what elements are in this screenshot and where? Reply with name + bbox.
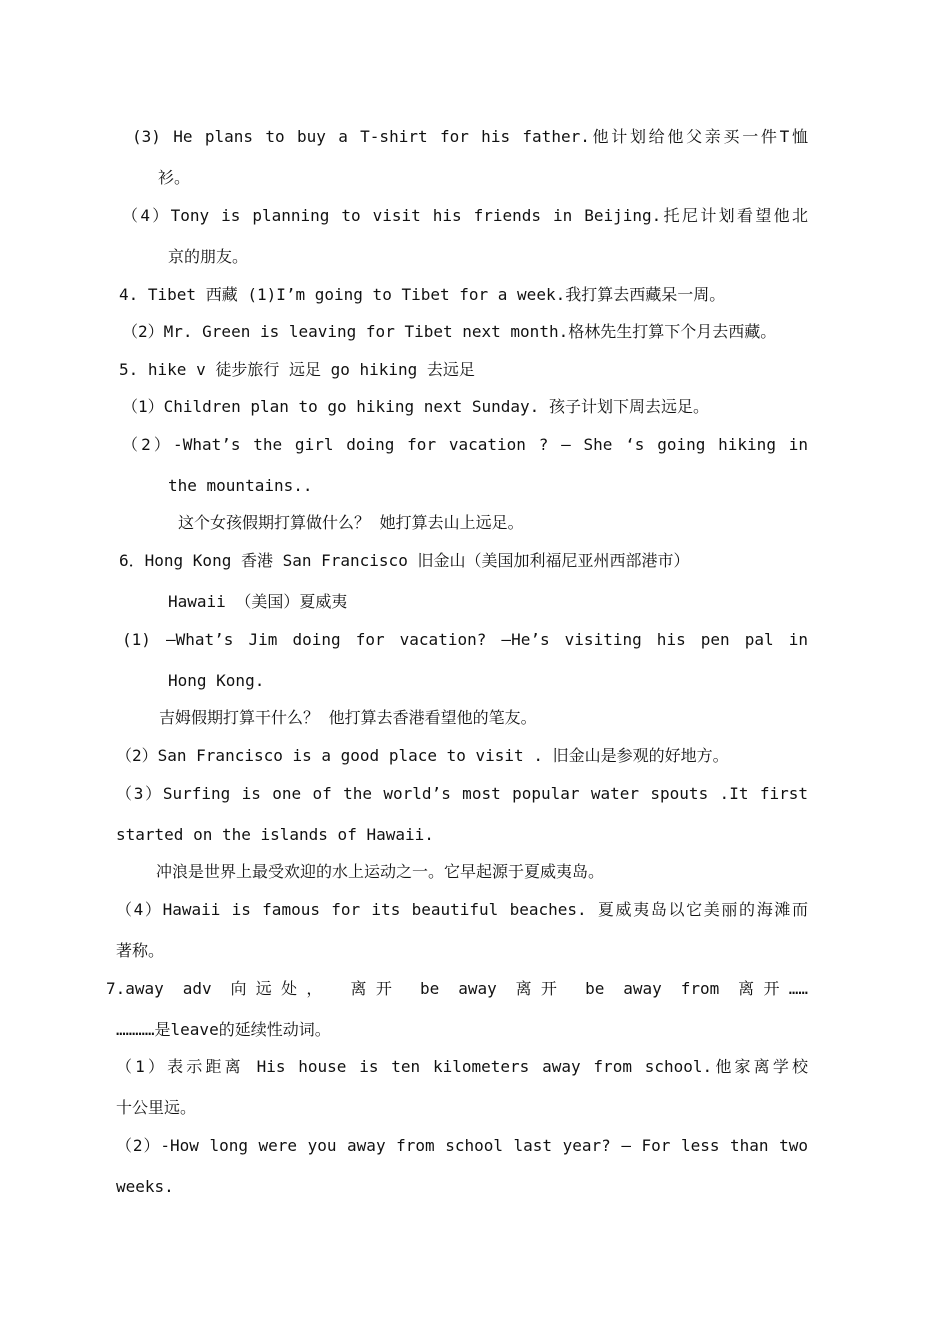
text-line: 吉姆假期打算干什么？ 他打算去香港看望他的笔友。 <box>159 708 537 727</box>
text-line: 5. hike v 徒步旅行 远足 go hiking 去远足 <box>119 360 475 379</box>
text-line: 4. Tibet 西藏 (1)I’m going to Tibet for a week.我打算去西藏呆一周。 <box>119 285 726 304</box>
text-line: （2）San Francisco is a good place to visit . 旧金山是参观的好地方。 <box>116 746 729 765</box>
text-line: （4）Tony is planning to visit his friends in Beijing.托尼计划看望他北 <box>122 206 808 225</box>
text-line: 6．Hong Kong 香港 San Francisco 旧金山（美国加利福尼亚州西部港市） <box>119 551 690 570</box>
text-line: 这个女孩假期打算做什么？ 她打算去山上远足。 <box>178 513 524 532</box>
text-line: （2）Mr. Green is leaving for Tibet next month.格林先生打算下个月去西藏。 <box>122 322 777 341</box>
text-line: （4）Hawaii is famous for its beautiful beaches. 夏威夷岛以它美丽的海滩而 <box>116 900 808 919</box>
text-line: 著称。 <box>116 941 165 960</box>
text-line: weeks. <box>116 1177 174 1196</box>
text-line: （1）Children plan to go hiking next Sunday. 孩子计划下周去远足。 <box>122 397 709 416</box>
text-line: …………是leave的延续性动词。 <box>116 1020 331 1039</box>
text-line: the mountains.. <box>168 476 313 495</box>
text-line: （1）表示距离 His house is ten kilometers away from school.他家离学校 <box>116 1057 808 1076</box>
text-line: 7.away adv 向远处， 离开 be away 离开 be away from 离开…… <box>106 979 808 998</box>
text-line: （2）-How long were you away from school last year? – For less than two <box>116 1136 808 1155</box>
text-line: (3) He plans to buy a T-shirt for his father.他计划给他父亲买一件T恤 <box>132 127 808 146</box>
text-line: started on the islands of Hawaii. <box>116 825 434 844</box>
text-line: 十公里远。 <box>116 1098 197 1117</box>
text-line: 衫。 <box>158 168 191 187</box>
text-line: Hong Kong. <box>168 671 265 690</box>
text-line: 冲浪是世界上最受欢迎的水上运动之一。它早起源于夏威夷岛。 <box>156 862 605 881</box>
text-line: 京的朋友。 <box>168 247 249 266</box>
text-line: Hawaii （美国）夏威夷 <box>168 592 348 611</box>
text-line: （2）-What’s the girl doing for vacation ? – She ‘s going hiking in <box>122 435 808 454</box>
text-line: (1) –What’s Jim doing for vacation? –He’s visiting his pen pal in <box>122 630 808 649</box>
text-line: （3）Surfing is one of the world’s most popular water spouts .It first <box>116 784 808 803</box>
